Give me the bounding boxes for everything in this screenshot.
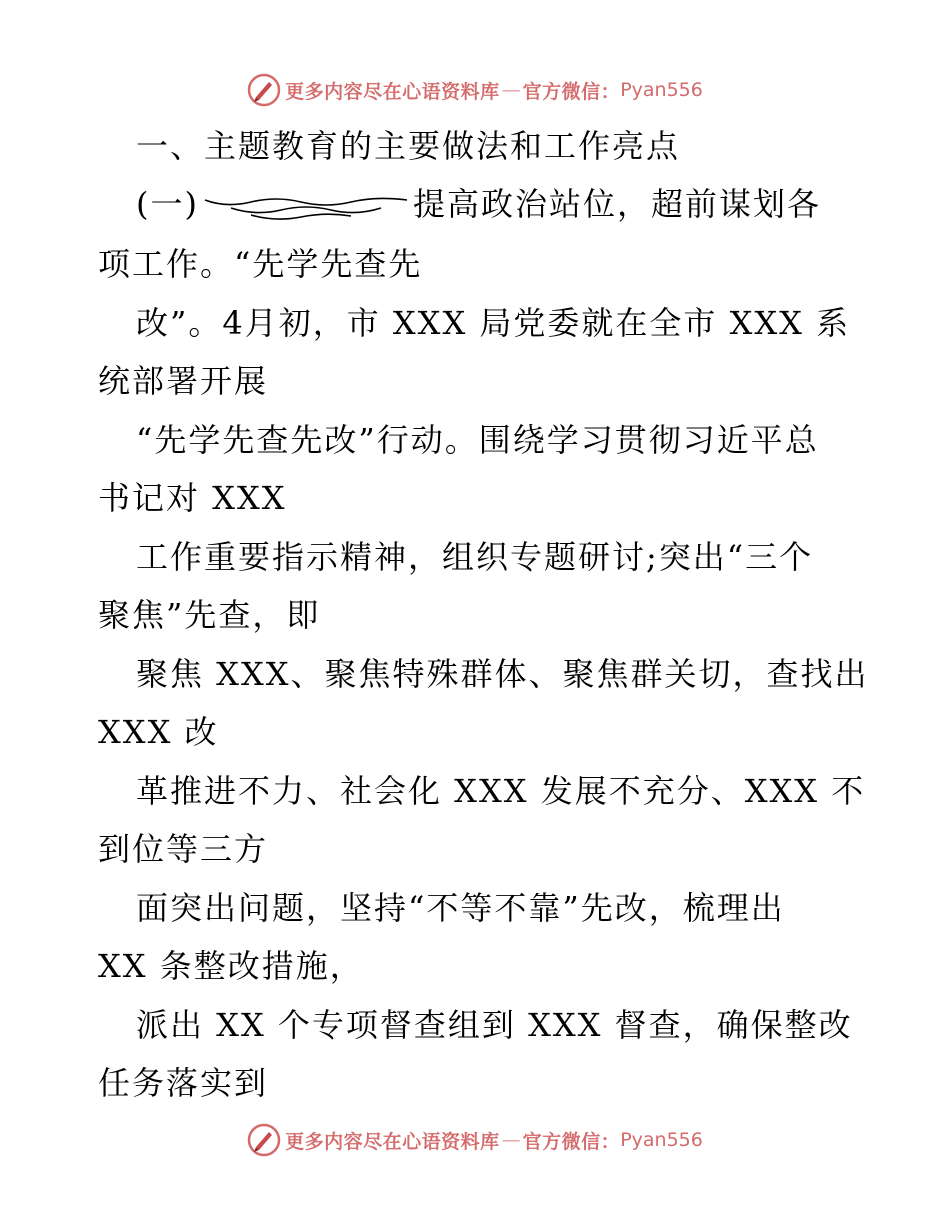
body-line-10: 革推进不力、社会化 XXX 发展不充分、XXX 不 — [136, 772, 866, 810]
wavy-underline-mark — [201, 190, 411, 224]
body-line-9: XXX 改 — [98, 713, 219, 751]
body-line-1: 项工作。“先学先查先 — [98, 245, 423, 283]
body-line-7: 聚焦”先查，即 — [98, 596, 321, 634]
section-heading: 一、主题教育的主要做法和工作亮点 — [136, 127, 681, 165]
pen-logo-icon — [247, 1123, 281, 1157]
body-line-8: 聚焦 XXX、聚焦特殊群体、聚焦群关切，查找出 — [136, 655, 869, 693]
watermark-wechat-id: Pyan556 — [620, 1129, 703, 1151]
body-line-12: 面突出问题，坚持“不等不靠”先改，梳理出 — [136, 889, 785, 927]
watermark-brand: 更多内容尽在心语资料库 — [285, 1130, 500, 1153]
watermark-wechat-id: Pyan556 — [620, 79, 703, 101]
body-line-14: 派出 XX 个专项督查组到 XXX 督查，确保整改 — [136, 1006, 853, 1044]
body-line-15: 任务落实到 — [98, 1064, 269, 1102]
subsection-prefix: (一) — [136, 185, 199, 223]
body-line-6: 工作重要指示精神，组织专题研讨;突出“三个 — [136, 538, 814, 576]
body-line-0: 提高政治站位，超前谋划各 — [412, 185, 821, 223]
watermark-label: 官方微信： — [522, 80, 621, 103]
body-line-5: 书记对 XXX — [98, 479, 287, 517]
watermark-separator: — — [501, 1129, 521, 1151]
footer-watermark — [0, 1120, 950, 1160]
watermark-separator: — — [501, 79, 521, 101]
body-line-4: “先学先查先改”行动。围绕学习贯彻习近平总 — [136, 421, 819, 459]
watermark-brand: 更多内容尽在心语资料库 — [285, 80, 500, 103]
body-line-2: 改”。4月初，市 XXX 局党委就在全市 XXX 系 — [136, 304, 851, 342]
subsection-line — [136, 184, 821, 224]
pen-logo-icon — [247, 73, 281, 107]
watermark-label: 官方微信： — [522, 1130, 621, 1153]
body-line-11: 到位等三方 — [98, 830, 269, 868]
body-line-13: XX 条整改措施， — [98, 947, 364, 985]
header-watermark — [0, 70, 950, 110]
body-line-3: 统部署开展 — [98, 362, 269, 400]
